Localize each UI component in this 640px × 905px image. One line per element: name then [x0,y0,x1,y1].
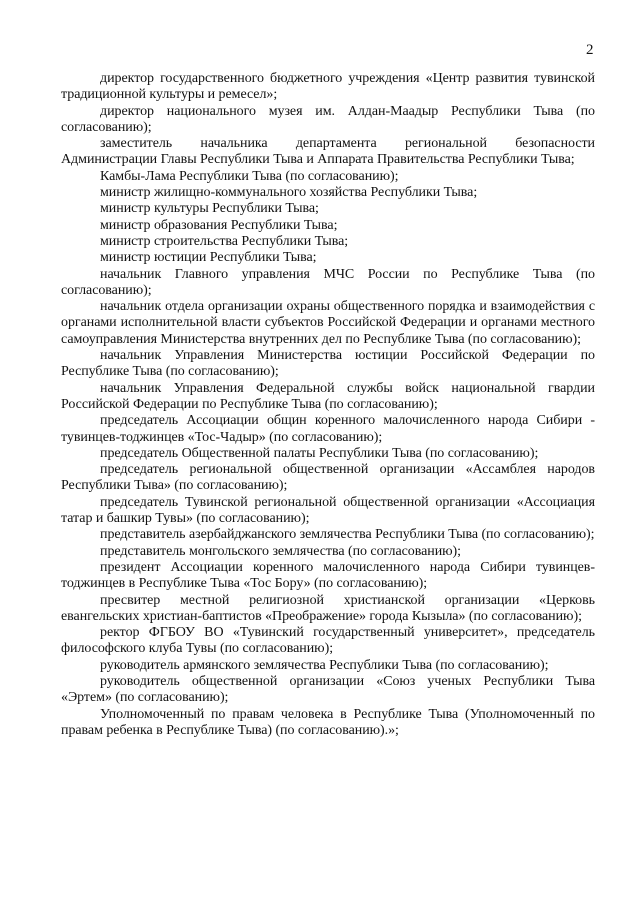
list-item: министр культуры Республики Тыва; [100,201,319,217]
list-item: ректор ФГБОУ ВО «Тувинский государственный университет», председатель философского клуба Тувы (по согласованию); [61,625,595,657]
list-item: начальник Главного управления МЧС России по Республике Тыва (по согласованию); [61,266,595,298]
list-item: Камбы-Лама Республики Тыва (по согласованию); [100,168,399,184]
member-list [61,71,595,739]
list-item: пресвитер местной религиозной христианской организации «Церковь евангельских христиан-баптистов «Преображение» города Кызыла» (по согласованию); [61,592,595,624]
list-item: Уполномоченный по правам человека в Республике Тыва (Уполномоченный по правам ребенка в Республике Тыва) (по согласованию).»; [61,706,595,738]
list-item: председатель Общественной палаты Республики Тыва (по согласованию); [100,445,539,461]
list-item: президент Ассоциации коренного малочисленного народа Сибири тувинцев-тоджинцев в Республике Тыва «Тос Бору» (по согласованию); [61,559,595,592]
list-item: начальник Управления Федеральной службы войск национальной гвардии Российской Федерации по Республике Тыва (по согласованию); [61,380,595,412]
list-item: руководитель общественной организации «Союз ученых Республики Тыва «Эртем» (по согласованию); [61,673,595,706]
list-item: министр строительства Республики Тыва; [100,233,349,249]
page-number: 2 [586,42,594,58]
list-item: директор государственного бюджетного учреждения «Центр развития тувинской традиционной культуры и ремесел»; [61,71,595,103]
list-item: начальник Управления Министерства юстиции Российской Федерации по Республике Тыва (по согласованию); [61,348,595,380]
list-item: представитель монгольского землячества (по согласованию); [100,543,462,559]
list-item: заместитель начальника департамента региональной безопасности Администрации Главы Республики Тыва и Аппарата Правительства Республики Тыва; [61,136,595,168]
list-item: председатель региональной общественной организации «Ассамблея народов Республики Тыва» (по согласованию); [61,462,595,494]
list-item: министр жилищно-коммунального хозяйства Республики Тыва; [100,185,478,201]
list-item: начальник отдела организации охраны общественного порядка и взаимодействия с органами исполнительной власти субъектов Российской Федерации и органами местного самоуправления Министерства внутренних дел по Республике Тыва (по согласованию); [61,299,595,347]
list-item: председатель Тувинской региональной общественной организации «Ассоциация татар и башкир Тувы» (по согласованию); [61,494,595,527]
list-item: представитель азербайджанского землячества Республики Тыва (по согласованию); [100,527,595,543]
list-item: руководитель армянского землячества Республики Тыва (по согласованию); [100,657,549,673]
list-item: председатель Ассоциации общин коренного малочисленного народа Сибири - тувинцев-тоджинцев «Тос-Чадыр» (по согласованию); [61,413,595,445]
list-item: министр образования Республики Тыва; [100,217,338,233]
list-item: директор национального музея им. Алдан-Маадыр Республики Тыва (по согласованию); [61,103,595,135]
list-item: министр юстиции Республики Тыва; [100,250,317,266]
